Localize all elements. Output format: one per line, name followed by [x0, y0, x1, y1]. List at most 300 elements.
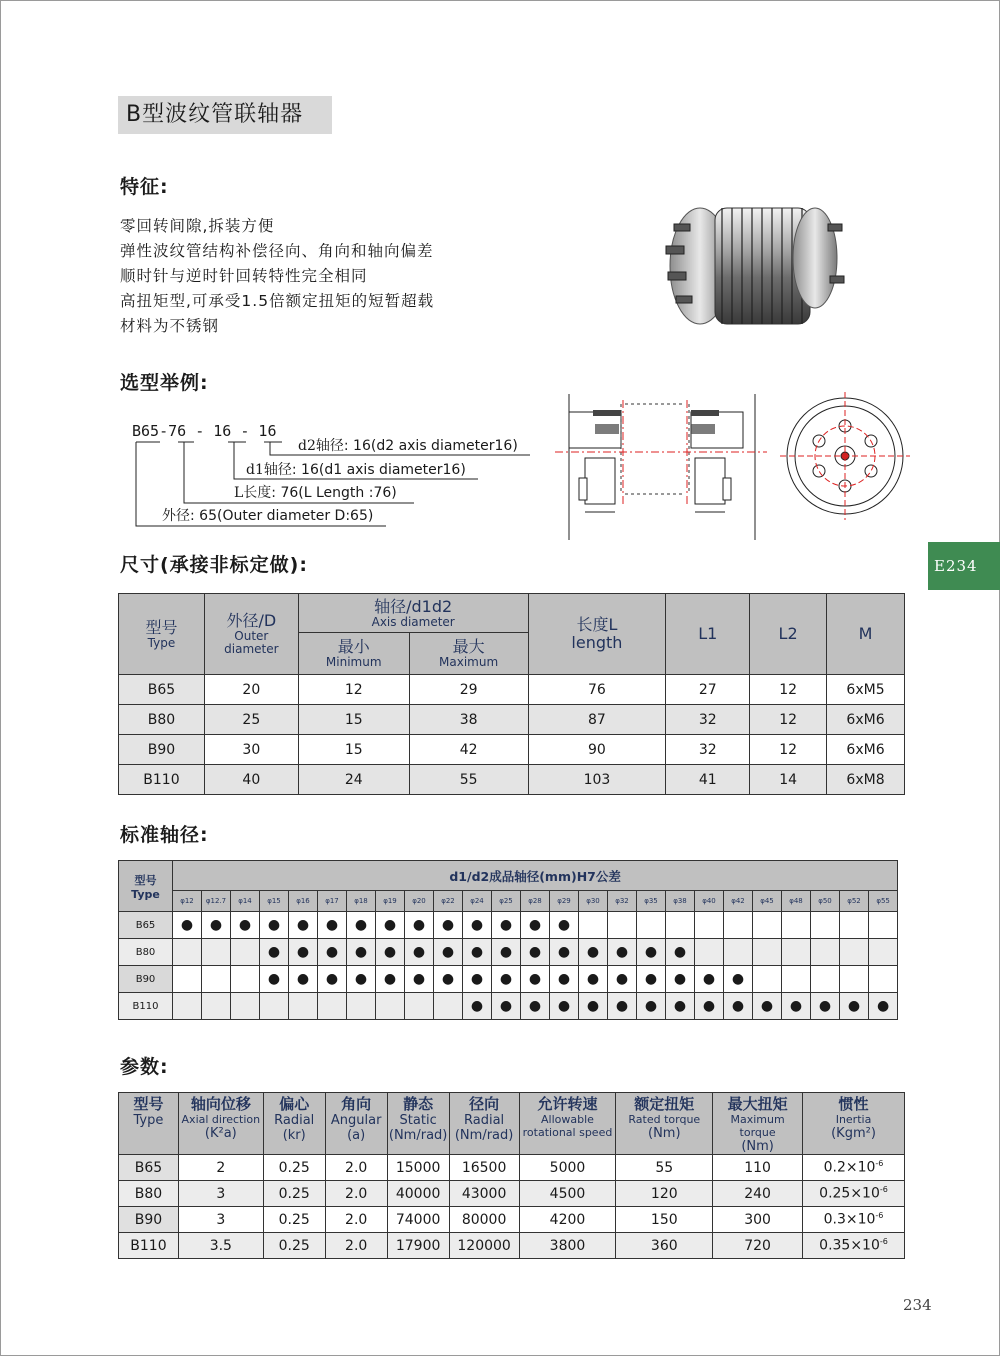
bore-mark: ● [528, 998, 542, 1014]
table-cell: B65 [119, 675, 205, 705]
table-cell [713, 1233, 803, 1259]
length-label-cn: L长度 [234, 485, 272, 501]
cell-value: 80000 [461, 1211, 507, 1228]
param-col-cn: 型号 [133, 1095, 164, 1113]
bore-mark: ● [499, 944, 513, 960]
bore-mark: ● [877, 998, 890, 1014]
param-col-header [449, 1093, 519, 1155]
bore-cell [521, 993, 550, 1020]
param-col-header [616, 1093, 713, 1155]
bore-size-header: φ40 [695, 891, 724, 912]
bore-cell [579, 912, 608, 939]
table-cell [616, 1181, 713, 1207]
bore-size-header: φ12.7 [202, 891, 231, 912]
table-cell: 55 [409, 765, 528, 795]
bore-mark: ● [354, 917, 368, 933]
table-cell: 6xM6 [827, 735, 905, 765]
param-col-en: Angular [330, 1113, 382, 1128]
bore-size-header: φ42 [724, 891, 753, 912]
bore-cell [289, 912, 318, 939]
bore-mark: ● [760, 998, 774, 1014]
col-length [528, 594, 666, 675]
inertia-exponent: -6 [875, 1211, 884, 1221]
bore-mark: ● [499, 971, 513, 987]
end-view-drawing [780, 392, 910, 522]
bore-cell [608, 939, 637, 966]
bore-cell [463, 939, 492, 966]
table-cell [263, 1155, 325, 1181]
cell-value: 0.3×10 [823, 1211, 876, 1228]
bore-mark: ● [325, 971, 339, 987]
table-cell [178, 1181, 263, 1207]
bore-cell [260, 912, 289, 939]
bore-mark: ● [731, 998, 745, 1014]
table-cell: 24 [298, 765, 409, 795]
bore-mark: ● [470, 998, 484, 1014]
table-cell: 27 [666, 675, 750, 705]
table-cell [616, 1233, 713, 1259]
bore-cell [376, 966, 405, 993]
table-cell [519, 1207, 616, 1233]
cell-value: 40000 [395, 1185, 441, 1202]
d1-label-en: : 16(d1 axis diameter16) [291, 462, 466, 478]
bores-heading: 标准轴径: [120, 824, 209, 846]
bore-cell [347, 993, 376, 1020]
table-cell [449, 1207, 519, 1233]
param-col-cn: 允许转速 [537, 1095, 598, 1113]
bore-cell [869, 912, 898, 939]
table-cell: 32 [666, 705, 750, 735]
bore-cell [202, 993, 231, 1020]
col-axis-en: Axis diameter [371, 614, 455, 629]
length-label [234, 482, 397, 502]
col-axis-diameter [298, 594, 528, 633]
bore-row-type: B65 [119, 912, 173, 939]
bore-mark: ● [441, 917, 455, 933]
model-code: B65-76 - 16 - 16 [132, 422, 277, 440]
bore-size-header: φ48 [782, 891, 811, 912]
bore-cell [579, 993, 608, 1020]
bore-cell [666, 993, 695, 1020]
bore-cell [231, 912, 260, 939]
bore-cell [202, 939, 231, 966]
table-cell [803, 1155, 905, 1181]
bore-cell [202, 912, 231, 939]
cell-value: 2.0 [345, 1185, 368, 1202]
bore-mark: ● [238, 917, 252, 933]
bore-size-header: φ19 [376, 891, 405, 912]
bore-mark: ● [586, 944, 600, 960]
bore-cell [434, 939, 463, 966]
table-cell [387, 1207, 449, 1233]
bore-cell [260, 939, 289, 966]
table-cell [713, 1207, 803, 1233]
table-cell: 40 [204, 765, 298, 795]
bore-size-header: φ45 [753, 891, 782, 912]
bore-cell [666, 912, 695, 939]
col-l2: L2 [750, 594, 827, 675]
bore-cell [840, 939, 869, 966]
table-cell: 29 [409, 675, 528, 705]
bore-cell [318, 912, 347, 939]
bore-mark: ● [615, 971, 629, 987]
bore-cell [376, 912, 405, 939]
bore-mark: ● [412, 917, 426, 933]
bore-cell [260, 993, 289, 1020]
table-cell [519, 1155, 616, 1181]
table-cell [803, 1207, 905, 1233]
bore-cell [289, 939, 318, 966]
bore-row [119, 912, 898, 939]
table-cell [519, 1233, 616, 1259]
bore-mark: ● [615, 944, 629, 960]
features-list [120, 214, 434, 339]
param-col-header [803, 1093, 905, 1155]
table-cell: 12 [750, 675, 827, 705]
bore-row [119, 939, 898, 966]
cell-value: 0.25×10 [819, 1185, 880, 1202]
bore-size-header: φ12 [173, 891, 202, 912]
bore-size-header: φ32 [608, 891, 637, 912]
param-col-header [119, 1093, 179, 1155]
param-col-header [325, 1093, 387, 1155]
bore-mark: ● [499, 917, 513, 933]
bore-cell [666, 966, 695, 993]
bore-cell [695, 912, 724, 939]
bore-size-header: φ17 [318, 891, 347, 912]
bore-row [119, 993, 898, 1020]
table-row [119, 1181, 905, 1207]
col-outer-diameter [204, 594, 298, 675]
dimensions-heading: 尺寸(承接非标定做): [120, 554, 308, 576]
bore-cell [753, 966, 782, 993]
cell-value: 55 [655, 1159, 674, 1176]
bore-cell [318, 993, 347, 1020]
col-max [409, 633, 528, 675]
bore-cell [608, 966, 637, 993]
bore-mark: ● [325, 917, 339, 933]
cell-value: 2.0 [345, 1211, 368, 1228]
param-col-unit: (K²a) [204, 1126, 237, 1141]
bore-cell [782, 912, 811, 939]
col-length-en: length [571, 633, 623, 652]
inertia-exponent: -6 [879, 1237, 888, 1247]
feature-item: 顺时针与逆时针回转特性完全相同 [120, 267, 368, 285]
table-cell [519, 1181, 616, 1207]
bore-mark: ● [557, 917, 571, 933]
param-col-cn: 最大扭矩 [727, 1095, 788, 1113]
bore-size-header: φ38 [666, 891, 695, 912]
bore-cell [173, 966, 202, 993]
param-col-unit: (Kgm²) [831, 1126, 876, 1141]
col-max-cn: 最大 [452, 637, 485, 656]
table-cell [263, 1207, 325, 1233]
table-cell: B90 [119, 735, 205, 765]
param-col-header [178, 1093, 263, 1155]
page-number: 234 [903, 1296, 932, 1314]
param-col-unit: (kr) [282, 1128, 306, 1143]
side-view-drawing [555, 392, 770, 542]
bore-cell [695, 939, 724, 966]
bore-mark: ● [296, 944, 310, 960]
cell-value: 150 [650, 1211, 678, 1228]
table-cell [263, 1233, 325, 1259]
table-cell: 20 [204, 675, 298, 705]
bore-cell [231, 993, 260, 1020]
bore-mark: ● [818, 998, 832, 1014]
bore-mark: ● [296, 971, 310, 987]
bore-cell [637, 966, 666, 993]
table-row [119, 1207, 905, 1233]
bore-size-header: φ24 [463, 891, 492, 912]
table-cell [325, 1233, 387, 1259]
bore-mark: ● [644, 971, 658, 987]
bore-mark: ● [296, 917, 310, 933]
bore-mark: ● [702, 998, 716, 1014]
cell-value: 3.5 [209, 1237, 232, 1254]
bore-cell [550, 966, 579, 993]
bore-cell [637, 912, 666, 939]
param-col-cn: 轴向位移 [190, 1095, 251, 1113]
bore-mark: ● [383, 971, 397, 987]
cell-value: 5000 [549, 1159, 586, 1176]
bore-cell [869, 993, 898, 1020]
bore-size-header: φ15 [260, 891, 289, 912]
bore-mark: ● [209, 917, 223, 933]
bore-mark: ● [383, 917, 397, 933]
page-title: B型波纹管联轴器 [118, 96, 332, 134]
bore-mark: ● [470, 971, 484, 987]
table-cell [178, 1207, 263, 1233]
bore-mark: ● [615, 998, 629, 1014]
param-col-en: Allowable [541, 1113, 594, 1126]
col-outer-en1: Outer [234, 629, 269, 643]
param-col-en: Radial [464, 1113, 505, 1128]
col-type-en: Type [147, 635, 176, 650]
table-cell [803, 1181, 905, 1207]
col-max-en: Maximum [439, 655, 499, 669]
param-col-cn: 额定扭矩 [634, 1095, 695, 1113]
bore-cell [405, 912, 434, 939]
bore-mark: ● [470, 944, 484, 960]
bore-cell [289, 993, 318, 1020]
bore-cell [550, 993, 579, 1020]
bore-size-header: φ28 [521, 891, 550, 912]
bore-cell [347, 966, 376, 993]
cell-value: 0.2×10 [823, 1159, 876, 1176]
col-outer-en2: diameter [224, 642, 279, 656]
param-col-unit: (a) [347, 1128, 366, 1143]
params-heading: 参数: [120, 1056, 169, 1078]
table-cell: 14 [750, 765, 827, 795]
bore-size-header: φ16 [289, 891, 318, 912]
bore-cell [405, 993, 434, 1020]
bore-cell [434, 993, 463, 1020]
bore-row-type: B90 [119, 966, 173, 993]
bore-cell [173, 993, 202, 1020]
cell-value: B110 [130, 1237, 167, 1254]
bore-cell [347, 912, 376, 939]
table-cell [325, 1207, 387, 1233]
cell-value: 0.25 [278, 1211, 310, 1228]
table-cell [713, 1155, 803, 1181]
bore-table [118, 860, 898, 1020]
dimensions-table [118, 593, 905, 795]
table-cell [119, 1181, 179, 1207]
bore-cell [811, 912, 840, 939]
bore-col-type [119, 861, 173, 912]
col-axis-cn: 轴径/d1d2 [374, 596, 453, 616]
bore-cell [405, 966, 434, 993]
bore-cell [202, 966, 231, 993]
cell-value: 360 [650, 1237, 678, 1254]
bore-cell [231, 966, 260, 993]
table-cell [387, 1155, 449, 1181]
param-col-cn: 径向 [469, 1095, 500, 1113]
bore-cell [289, 966, 318, 993]
bore-cell [550, 939, 579, 966]
table-cell: 32 [666, 735, 750, 765]
table-cell: 90 [528, 735, 666, 765]
bore-cell [376, 939, 405, 966]
selection-heading: 选型举例: [120, 372, 209, 394]
bore-mark: ● [789, 998, 803, 1014]
param-col-unit: (Nm) [648, 1126, 681, 1141]
bore-mark: ● [731, 971, 745, 987]
bore-cell [347, 939, 376, 966]
bore-cell [231, 939, 260, 966]
bore-size-header: φ29 [550, 891, 579, 912]
bore-mark: ● [557, 971, 571, 987]
bore-mark: ● [557, 944, 571, 960]
table-cell [325, 1155, 387, 1181]
param-col-cn: 角向 [341, 1095, 372, 1113]
bore-cell [753, 993, 782, 1020]
cell-value: 16500 [461, 1159, 507, 1176]
table-cell [713, 1181, 803, 1207]
cell-value: 3800 [549, 1237, 586, 1254]
table-cell [449, 1233, 519, 1259]
col-l1: L1 [666, 594, 750, 675]
bore-cell [608, 993, 637, 1020]
outer-diameter-label-en: : 65(Outer diameter D:65) [190, 508, 374, 524]
table-cell: B80 [119, 705, 205, 735]
bore-col-type-en: Type [131, 887, 160, 901]
param-col-cn: 偏心 [279, 1095, 310, 1113]
bore-cell [463, 966, 492, 993]
cell-value: 43000 [461, 1185, 507, 1202]
cell-value: 120 [650, 1185, 678, 1202]
table-cell [263, 1181, 325, 1207]
cell-value: 2.0 [345, 1159, 368, 1176]
bore-size-header: φ22 [434, 891, 463, 912]
bore-size-header: φ50 [811, 891, 840, 912]
bore-cell [492, 939, 521, 966]
table-cell: 6xM6 [827, 705, 905, 735]
bore-cell [811, 939, 840, 966]
bore-cell [492, 993, 521, 1020]
bore-cell [550, 912, 579, 939]
bore-mark: ● [528, 971, 542, 987]
cell-value: 17900 [395, 1237, 441, 1254]
d2-label-en: : 16(d2 axis diameter16) [343, 438, 518, 454]
bore-cell [521, 939, 550, 966]
table-cell [616, 1207, 713, 1233]
d2-label [298, 435, 518, 455]
outer-diameter-label [162, 505, 373, 525]
table-cell: 15 [298, 735, 409, 765]
param-col-en: Maximum torque [730, 1113, 785, 1139]
bore-cell [579, 939, 608, 966]
table-row [119, 1155, 905, 1181]
table-cell [387, 1233, 449, 1259]
table-cell [616, 1155, 713, 1181]
cell-value: 2.0 [345, 1237, 368, 1254]
length-label-en: : 76(L Length :76) [271, 485, 397, 501]
bore-mark: ● [267, 944, 281, 960]
bore-cell [637, 939, 666, 966]
feature-item: 高扭矩型,可承受1.5倍额定扭矩的短暂超载 [120, 292, 435, 310]
bore-mark: ● [586, 971, 600, 987]
bore-cell [666, 939, 695, 966]
cell-value: 120000 [457, 1237, 511, 1254]
bore-size-header: φ35 [637, 891, 666, 912]
cell-value: 0.35×10 [819, 1237, 880, 1254]
bore-cell [318, 939, 347, 966]
bore-mark: ● [586, 998, 600, 1014]
bore-cell [463, 912, 492, 939]
table-cell [119, 1207, 179, 1233]
table-cell: 87 [528, 705, 666, 735]
cell-value: 300 [744, 1211, 771, 1228]
bore-cell [521, 912, 550, 939]
param-col-unit: (Nm) [741, 1139, 774, 1154]
cell-value: 0.25 [278, 1237, 310, 1254]
param-col-cn: 惯性 [838, 1095, 869, 1113]
bore-mark: ● [383, 944, 397, 960]
table-row [119, 675, 905, 705]
table-cell: 42 [409, 735, 528, 765]
bore-mark: ● [180, 917, 194, 933]
bore-mark: ● [847, 998, 861, 1014]
d1-label [246, 459, 466, 479]
table-cell: 38 [409, 705, 528, 735]
bore-mark: ● [673, 971, 687, 987]
bore-header: d1/d2成品轴径(mm)H7公差 [173, 861, 898, 891]
d1-label-cn: d1轴径 [246, 462, 292, 478]
bore-mark: ● [441, 971, 455, 987]
cell-value: 0.25 [278, 1159, 310, 1176]
d2-label-cn: d2轴径 [298, 438, 344, 454]
bore-row-type: B110 [119, 993, 173, 1020]
bore-cell [724, 939, 753, 966]
cell-value: 2 [216, 1159, 226, 1176]
table-cell: B110 [119, 765, 205, 795]
bore-cell [869, 939, 898, 966]
table-row [119, 705, 905, 735]
feature-item: 零回转间隙,拆装方便 [120, 217, 275, 235]
bore-cell [724, 966, 753, 993]
bore-cell [434, 912, 463, 939]
bore-mark: ● [470, 917, 484, 933]
bore-mark: ● [267, 971, 281, 987]
param-col-cn: 静态 [403, 1095, 434, 1113]
inertia-exponent: -6 [875, 1159, 884, 1169]
bore-cell [260, 966, 289, 993]
feature-item: 弹性波纹管结构补偿径向、角向和轴向偏差 [120, 242, 434, 260]
bore-size-header: φ30 [579, 891, 608, 912]
bore-mark: ● [673, 998, 687, 1014]
